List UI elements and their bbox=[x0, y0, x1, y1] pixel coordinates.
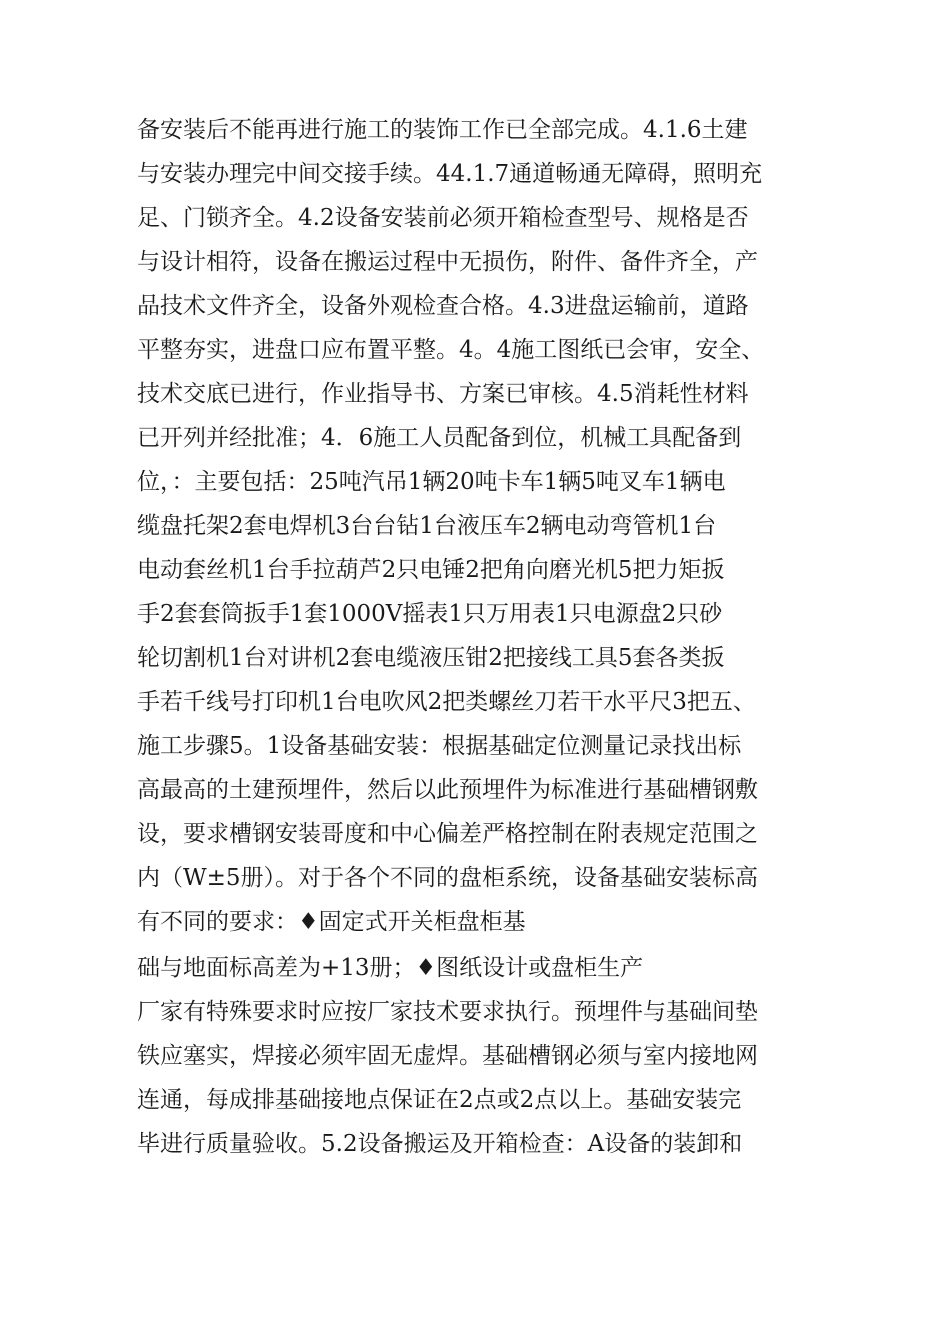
text-line: 毕进行质量验收。5.2设备搬运及开箱检查：A设备的装卸和 bbox=[137, 1131, 743, 1157]
text-line: 备安装后不能再进行施工的装饰工作已全部完成。4.1.6土建 bbox=[137, 117, 748, 143]
text-line: 础与地面标高差为+13册；♦图纸设计或盘柜生产 bbox=[137, 955, 644, 981]
text-line: 有不同的要求：♦固定式开关柜盘柜基 bbox=[137, 909, 526, 935]
text-line: 轮切割机1台对讲机2套电缆液压钳2把接线工具5套各类扳 bbox=[137, 645, 725, 671]
text-line: 与设计相符，设备在搬运过程中无损伤，附件、备件齐全，产 bbox=[137, 249, 758, 275]
text-line: 品技术文件齐全，设备外观检查合格。4.3进盘运输前，道路 bbox=[137, 293, 749, 319]
text-line: 平整夯实，进盘口应布置平整。4。4施工图纸已会审，安全、 bbox=[137, 337, 765, 363]
text-line: 内（W±5册）。对于各个不同的盘柜系统，设备基础安装标高 bbox=[137, 865, 759, 891]
text-line: 与安装办理完中间交接手续。44.1.7通道畅通无障碍，照明充 bbox=[137, 161, 763, 187]
text-line: 施工步骤5。1设备基础安装：根据基础定位测量记录找出标 bbox=[137, 733, 742, 759]
text-line: 足、门锁齐全。4.2设备安装前必须开箱检查型号、规格是否 bbox=[137, 205, 749, 231]
text-line: 铁应塞实，焊接必须牢固无虚焊。基础槽钢必须与室内接地网 bbox=[137, 1043, 758, 1069]
text-line: 技术交底已进行，作业指导书、方案已审核。4.5消耗性材料 bbox=[137, 381, 749, 407]
text-line: 位，：主要包括：25吨汽吊1辆20吨卡车1辆5吨叉车1辆电 bbox=[137, 469, 726, 495]
text-line: 缆盘托架2套电焊机3台台钻1台液压车2辆电动弯管机1台 bbox=[137, 513, 717, 539]
text-line: 手2套套筒扳手1套1000V摇表1只万用表1只电源盘2只砂 bbox=[137, 601, 723, 627]
text-line: 厂家有特殊要求时应按厂家技术要求执行。预埋件与基础间垫 bbox=[137, 999, 758, 1025]
text-line: 电动套丝机1台手拉葫芦2只电锤2把角向磨光机5把力矩扳 bbox=[137, 557, 725, 583]
body-text bbox=[137, 108, 857, 1166]
text-line: 已开列并经批准；4．6施工人员配备到位，机械工具配备到 bbox=[137, 425, 742, 451]
text-line: 高最高的土建预埋件，然后以此预埋件为标准进行基础槽钢敷 bbox=[137, 777, 758, 803]
text-line: 设，要求槽钢安装哥度和中心偏差严格控制在附表规定范围之 bbox=[137, 821, 758, 847]
text-line: 手若千线号打印机1台电吹风2把类螺丝刀若干水平尺3把五、 bbox=[137, 689, 756, 715]
text-line: 连通，每成排基础接地点保证在2点或2点以上。基础安装完 bbox=[137, 1087, 742, 1113]
